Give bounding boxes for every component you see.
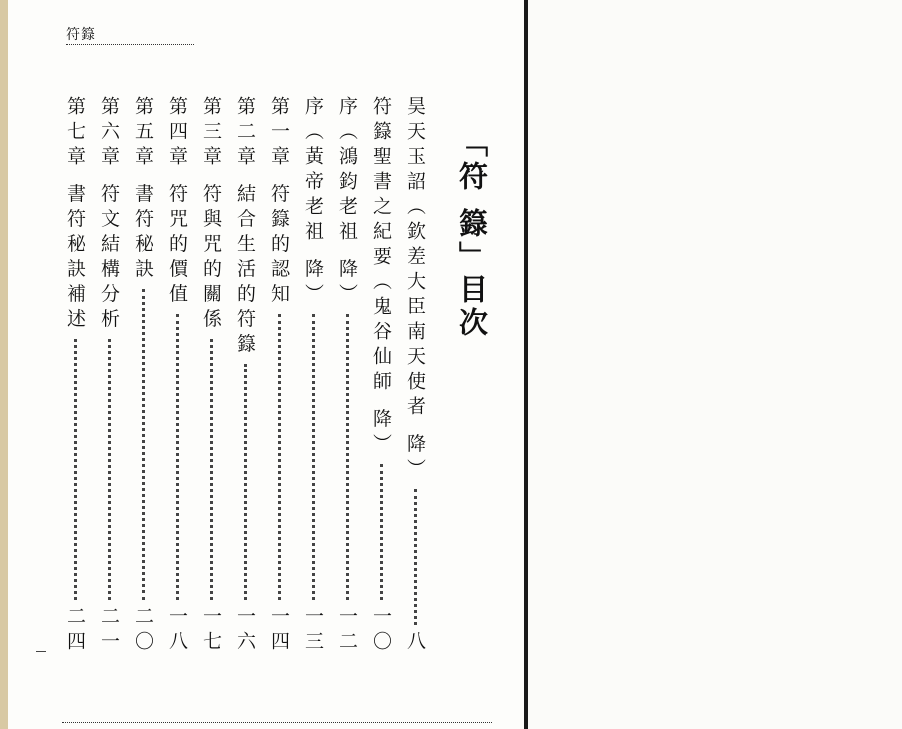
toc-entry	[62, 96, 88, 656]
toc-page-number: 一八	[166, 606, 188, 656]
toc-entry-label: 符籙聖書之紀要（鬼谷仙師 降）	[370, 96, 392, 459]
toc-title: 「符 籙」目次	[455, 128, 489, 341]
toc-entry	[130, 96, 156, 656]
dot-leader	[210, 339, 213, 600]
dot-leader	[278, 314, 281, 600]
dot-leader	[244, 364, 247, 600]
toc-entry-label: 序（鴻鈞老祖 降）	[336, 96, 358, 309]
toc-page-number: 二〇	[132, 606, 154, 656]
toc-entry	[232, 96, 258, 656]
dot-leader	[176, 314, 179, 600]
toc-entry	[164, 96, 190, 656]
toc-page-number: 二四	[64, 606, 86, 656]
toc-page-number: 一四	[268, 606, 290, 656]
toc-entry-label: 第五章 書符秘訣	[132, 96, 154, 284]
toc-entry-label: 昊天玉詔（欽差大臣南天使者 降）	[404, 96, 426, 484]
toc-entry	[198, 96, 224, 656]
toc-entry-label: 第六章 符文結構分析	[98, 96, 120, 334]
right-page-blank	[528, 0, 902, 729]
toc-page-number: 一〇	[370, 606, 392, 656]
toc-entry-label: 序（黃帝老祖 降）	[302, 96, 324, 309]
toc-entry-label: 第一章 符籙的認知	[268, 96, 290, 309]
toc-entry-label: 第四章 符咒的價值	[166, 96, 188, 309]
toc-page-number: 八	[404, 631, 426, 656]
toc-entry	[368, 96, 394, 656]
dot-leader	[380, 464, 383, 600]
toc-entry	[300, 96, 326, 656]
running-head: 符籙	[66, 27, 96, 43]
toc-entry-label: 第三章 符與咒的關係	[200, 96, 222, 334]
toc-page-number: 二一	[98, 606, 120, 656]
header-rule	[66, 44, 194, 45]
dot-leader	[142, 289, 145, 600]
toc-entry	[402, 96, 428, 656]
dot-leader	[108, 339, 111, 600]
toc-entry	[96, 96, 122, 656]
toc-entry-label: 第二章 結合生活的符籙	[234, 96, 256, 359]
dot-leader	[312, 314, 315, 600]
toc-page-number: 一三	[302, 606, 324, 656]
dot-leader	[74, 339, 77, 600]
dot-leader	[346, 314, 349, 600]
toc-entry	[266, 96, 292, 656]
toc-entry	[334, 96, 360, 656]
toc-page-number: 一七	[200, 606, 222, 656]
footer-rule	[62, 722, 492, 723]
toc-page-number: 一六	[234, 606, 256, 656]
dot-leader	[414, 489, 417, 625]
toc-entry-label: 第七章 書符秘訣補述	[64, 96, 86, 334]
margin-mark	[36, 651, 46, 652]
book-binding	[0, 0, 8, 729]
toc-page-number: 一二	[336, 606, 358, 656]
